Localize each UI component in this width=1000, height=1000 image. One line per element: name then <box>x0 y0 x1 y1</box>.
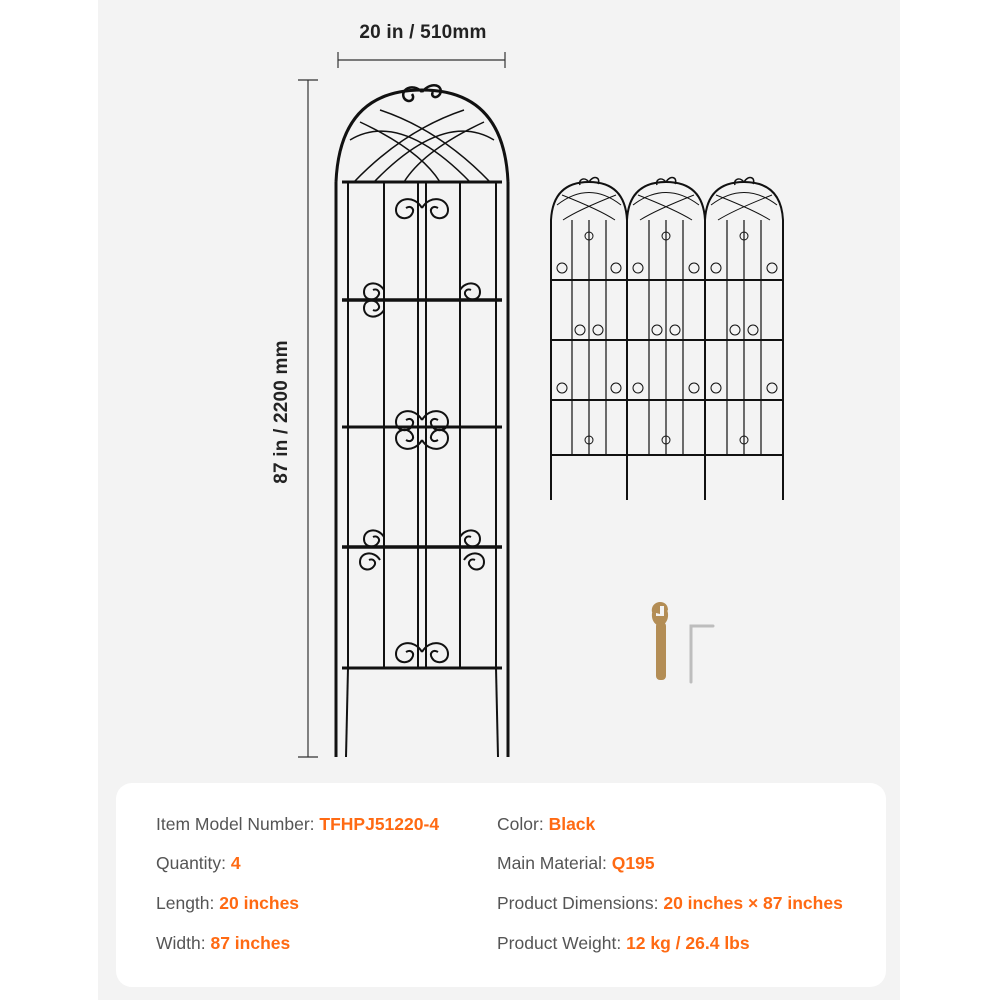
spec-label: Item Model Number: <box>156 814 315 834</box>
spec-model-number <box>156 814 439 835</box>
trellis-set-preview <box>551 178 783 500</box>
trellis-panel-small-1 <box>551 178 627 500</box>
trellis-panel-small-2 <box>627 178 705 500</box>
height-dimension-text: 87 in / 2200 mm <box>271 340 292 484</box>
width-dimension-line <box>338 52 505 68</box>
trellis-scrollwork <box>360 199 484 662</box>
spec-card <box>116 783 886 987</box>
spec-label: Quantity: <box>156 853 227 873</box>
trellis-panel-small-3 <box>705 178 783 500</box>
spec-width <box>156 933 290 954</box>
spec-value: 20 inches × 87 inches <box>663 893 843 913</box>
spec-value: Q195 <box>611 853 655 873</box>
spec-label: Product Dimensions: <box>497 893 659 913</box>
spec-value: 20 inches <box>219 893 300 913</box>
spec-label: Main Material: <box>497 853 607 873</box>
spec-value: 4 <box>230 853 241 873</box>
allen-key-icon <box>691 626 713 682</box>
spec-length <box>156 893 299 914</box>
spec-value: 87 inches <box>210 933 291 953</box>
spec-quantity <box>156 853 241 874</box>
spec-value: 12 kg / 26.4 lbs <box>626 933 750 953</box>
spec-label: Product Weight: <box>497 933 622 953</box>
spec-label: Width: <box>156 933 206 953</box>
spec-color <box>497 814 595 835</box>
spec-label: Color: <box>497 814 544 834</box>
spec-label: Length: <box>156 893 215 913</box>
height-dimension-line <box>298 80 318 757</box>
width-dimension-label: 20 in / 510mm <box>359 22 487 43</box>
wrench-icon <box>652 602 668 680</box>
trellis-panel-large <box>336 85 508 757</box>
spec-dimensions <box>497 893 843 914</box>
spec-material <box>497 853 655 874</box>
spec-weight <box>497 933 750 954</box>
spec-value: TFHPJ51220-4 <box>319 814 440 834</box>
spec-value: Black <box>548 814 596 834</box>
